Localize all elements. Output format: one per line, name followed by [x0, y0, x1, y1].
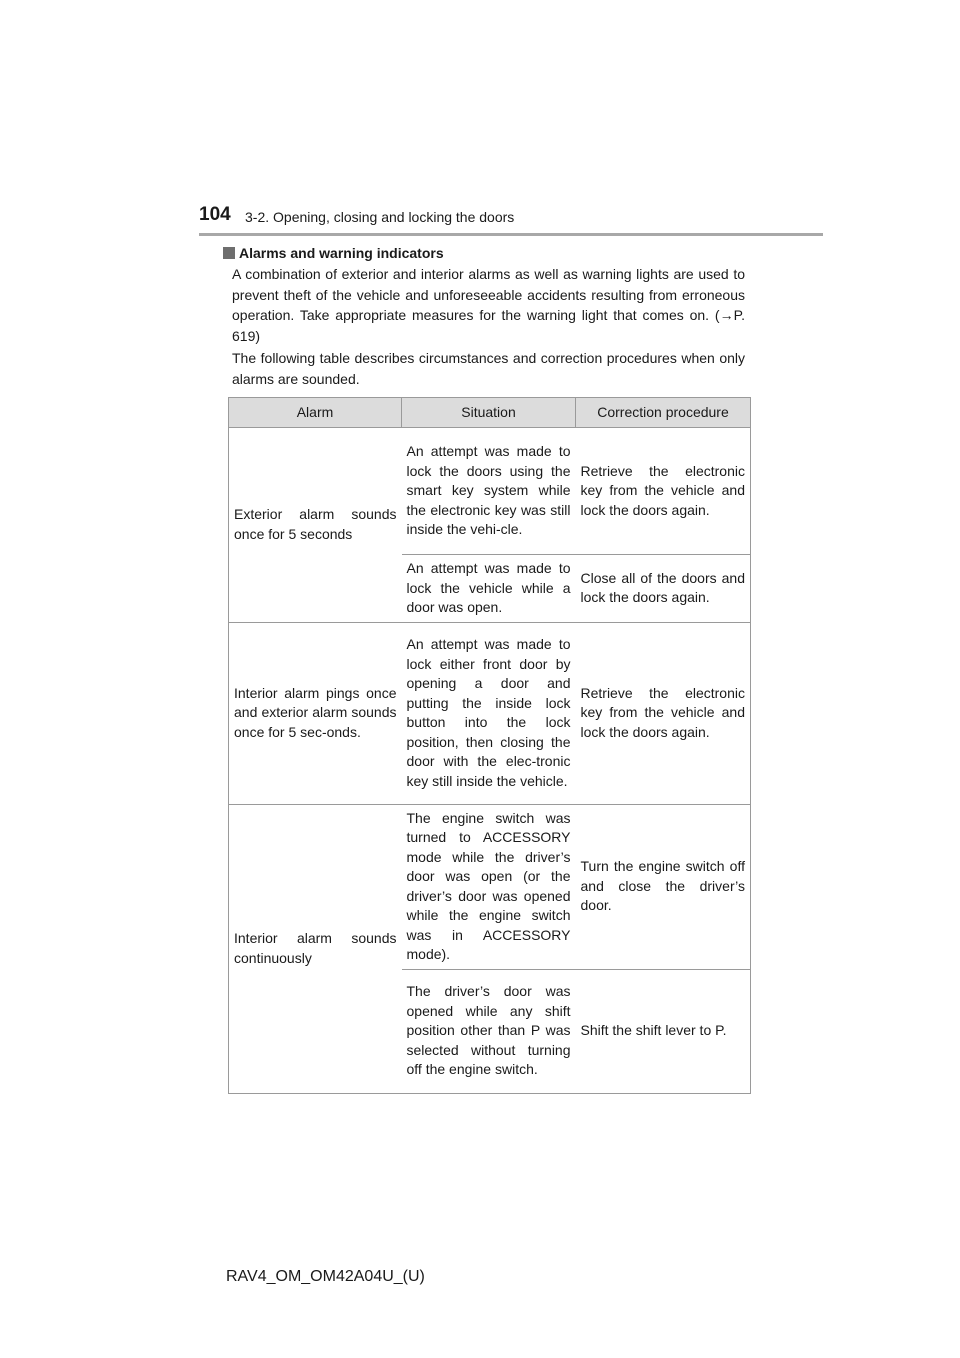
intro-paragraph: A combination of exterior and interior alarms as well as warning lights are used to prevent theft of the vehicle and unforeseeable accidents resulting from erroneous operation. Take appropriate measures for the warning light that comes on. (→P. 619) — [232, 266, 745, 344]
table-header-row — [229, 398, 751, 428]
procedure-cell: Shift the shift lever to P. — [576, 969, 751, 1093]
procedure-cell: Retrieve the electronic key from the vehicle and lock the doors again. — [576, 428, 751, 555]
table-row — [229, 622, 751, 804]
section-heading — [223, 243, 444, 263]
page-number: 104 — [199, 204, 231, 225]
procedure-cell: Turn the engine switch off and close the driver’s door. — [576, 804, 751, 969]
footer-code: RAV4_OM_OM42A04U_(U) — [226, 1268, 425, 1285]
situation-cell: The driver’s door was opened while any shift position other than P was selected without turning off the engine switch. — [402, 969, 576, 1093]
situation-cell: An attempt was made to lock the doors using the smart key system while the electronic key was still inside the vehi-cle. — [402, 428, 576, 555]
procedure-cell: Close all of the doors and lock the doors again. — [576, 555, 751, 623]
section-title: 3-2. Opening, closing and locking the doors — [245, 209, 515, 225]
situation-cell: An attempt was made to lock either front door by opening a door and putting the inside lock button into the lock position, then closing the door with the elec-tronic key still inside the vehicle. — [402, 622, 576, 804]
header-rule — [199, 233, 823, 236]
procedure-cell: Retrieve the electronic key from the vehicle and lock the doors again. — [576, 622, 751, 804]
square-bullet-icon — [223, 247, 235, 259]
header-situation: Situation — [402, 398, 576, 428]
alarm-cell: Exterior alarm sounds once for 5 seconds — [229, 428, 402, 623]
situation-cell: An attempt was made to lock the vehicle while a door was open. — [402, 555, 576, 623]
situation-cell: The engine switch was turned to ACCESSORY mode while the driver’s door was open (or the driver’s door was opened while the engine switch was in ACCESSORY mode). — [402, 804, 576, 969]
heading-text: Alarms and warning indicators — [239, 245, 444, 261]
header-correction-procedure: Correction procedure — [576, 398, 751, 428]
alarm-table — [228, 397, 751, 1094]
header-alarm: Alarm — [229, 398, 402, 428]
table-intro-paragraph: The following table describes circumstances and correction procedures when only alarms are sounded. — [232, 350, 745, 387]
page-header — [199, 203, 823, 236]
alarm-cell: Interior alarm pings once and exterior alarm sounds once for 5 sec-onds. — [229, 622, 402, 804]
table-row — [229, 804, 751, 969]
table-row — [229, 428, 751, 555]
alarm-cell: Interior alarm sounds continuously — [229, 804, 402, 1093]
